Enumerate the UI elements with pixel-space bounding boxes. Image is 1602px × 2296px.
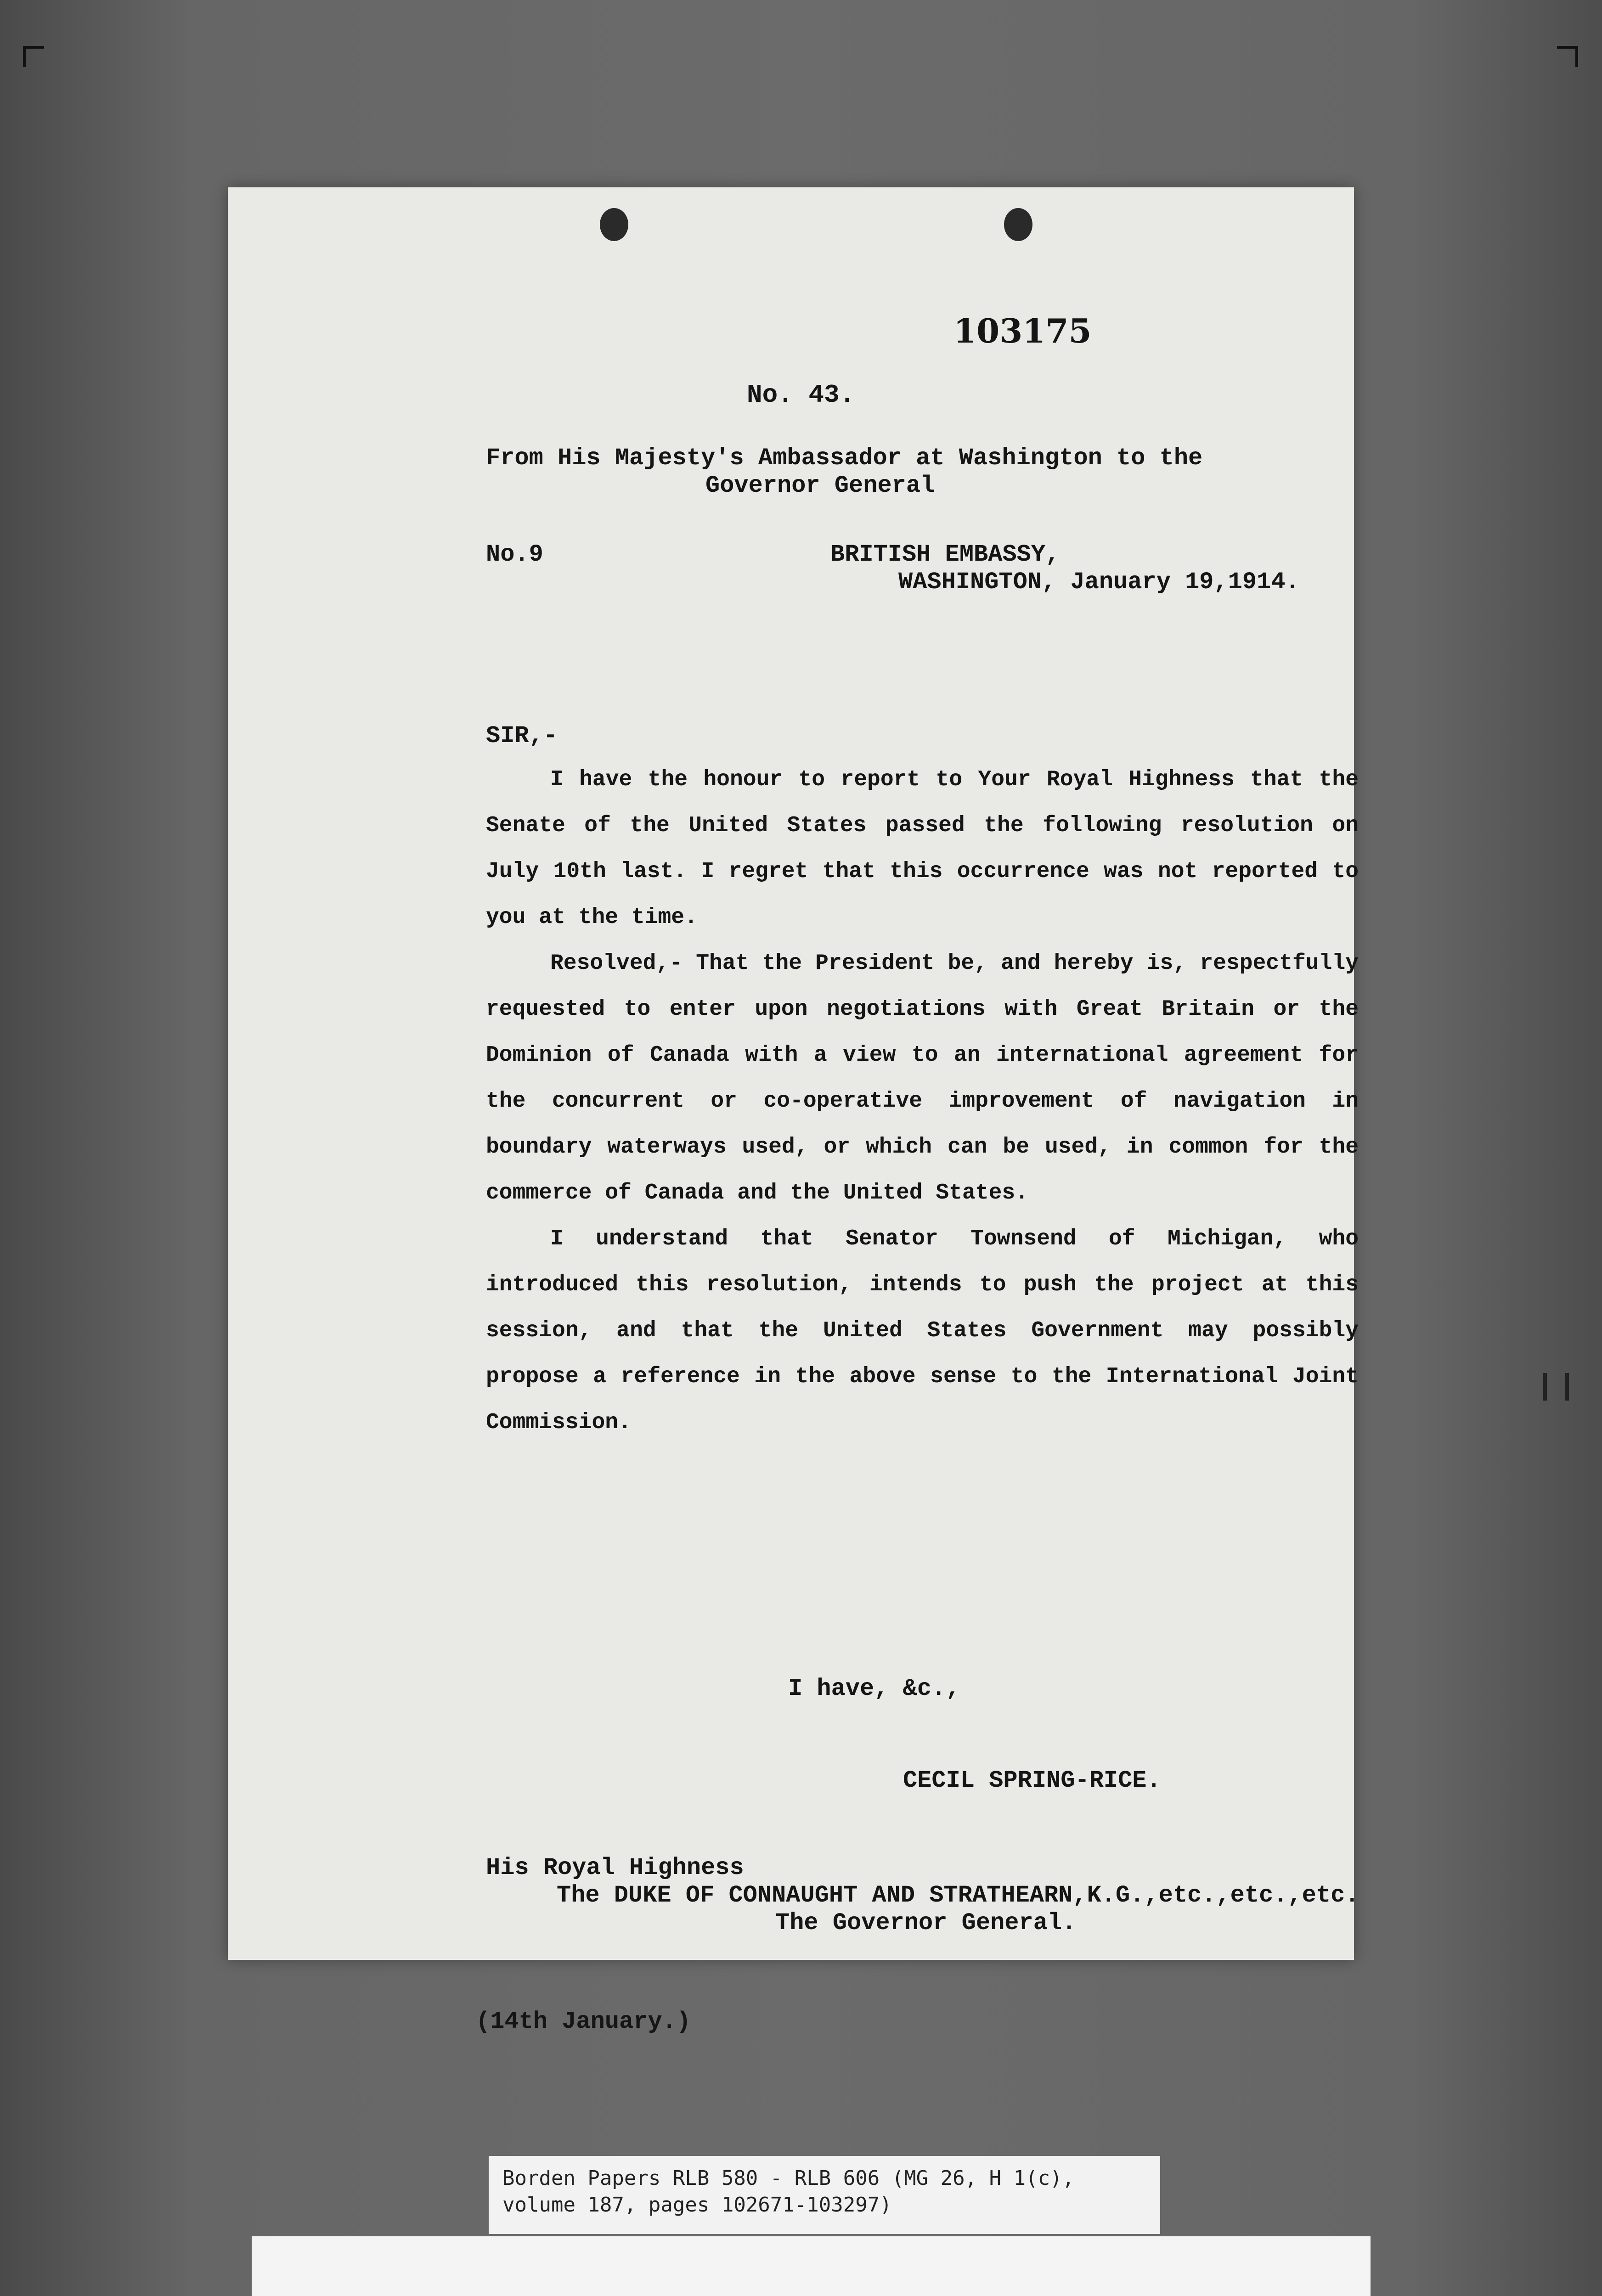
punch-hole — [600, 208, 628, 241]
date-note: (14th January.) — [476, 2008, 691, 2035]
archives-stamp — [252, 2236, 1371, 2296]
addressee-line: The DUKE OF CONNAUGHT AND STRATHEARN,K.G.,etc.,etc.,etc. — [557, 1882, 1359, 1909]
from-line: From His Majesty's Ambassador at Washington to the — [486, 445, 1203, 472]
caption-line: Borden Papers RLB 580 - RLB 606 (MG 26, H 1(c), — [502, 2167, 1075, 2190]
archive-caption — [489, 2156, 1160, 2234]
dispatch-number: No.9 — [486, 541, 543, 568]
film-edge-mark — [1543, 1373, 1569, 1401]
salutation: SIR,- — [486, 722, 558, 749]
punch-hole — [1004, 208, 1032, 241]
film-corner-mark — [23, 46, 44, 67]
paragraph: Resolved,- That the President be, and hereby is, respectfully requested to enter upon negotiations with Great Britain or the Dominion of Canada with a view to an international agreement for the concurrent or co-operative improvement of navigation in boundary waterways used, or which can be used, in common for the commerce of Canada and the United States. — [486, 951, 1359, 1205]
paragraph: I have the honour to report to Your Royal Highness that the Senate of the United States passed the following resolution on July 10th last. I regret that this occurrence was not reported to you at the time. — [486, 767, 1359, 930]
caption-line: volume 187, pages 102671-103297) — [502, 2193, 892, 2217]
from-line-continued: Governor General — [705, 472, 935, 499]
document-number: No. 43. — [747, 380, 855, 410]
embassy-heading: BRITISH EMBASSY, — [830, 541, 1060, 568]
page-number: 103175 — [953, 311, 1092, 350]
addressee-line: His Royal Highness — [486, 1854, 744, 1881]
embassy-date: WASHINGTON, January 19,1914. — [898, 568, 1300, 596]
letter-page — [228, 187, 1359, 2035]
paragraph: I understand that Senator Townsend of Michigan, who introduced this resolution, intends to push the project at this session, and that the United States Government may possibly propose a reference in the above sense to the International Joint Commission. — [486, 1227, 1359, 1435]
letter-body — [486, 757, 1359, 1446]
signature: CECIL SPRING-RICE. — [903, 1767, 1161, 1794]
addressee-line: The Governor General. — [775, 1909, 1077, 1936]
film-corner-mark — [1557, 46, 1578, 67]
closing: I have, &c., — [788, 1675, 960, 1702]
